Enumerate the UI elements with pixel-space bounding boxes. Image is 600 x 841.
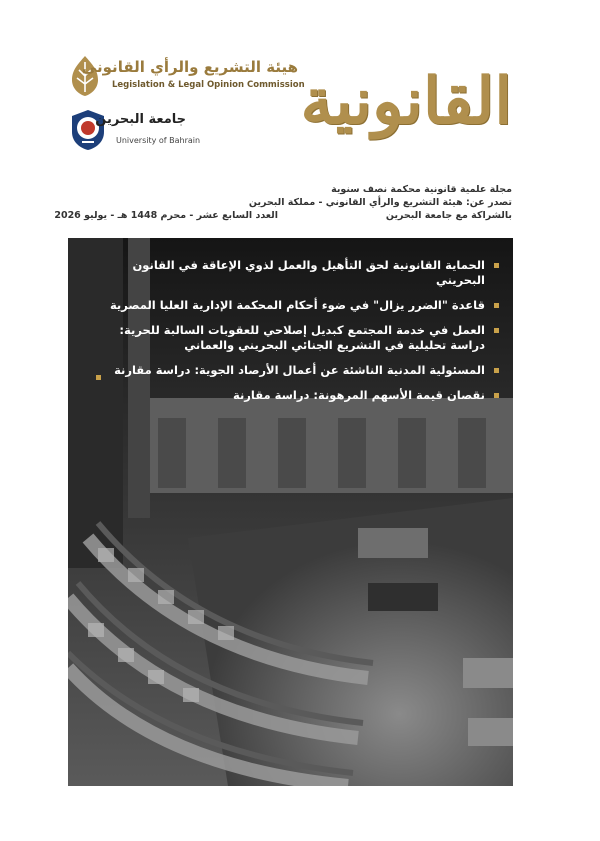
cover-photo xyxy=(68,238,513,786)
bullet-icon xyxy=(494,328,499,333)
contents-item xyxy=(88,363,513,378)
contents-item xyxy=(88,388,513,403)
bullet-icon xyxy=(494,393,499,398)
contents-item xyxy=(88,258,513,288)
journal-title-text: القانونية xyxy=(300,64,512,139)
commission-name-en: Legislation & Legal Opinion Commission xyxy=(112,80,305,90)
contents-item-title: نقصان قيمة الأسهم المرهونة: دراسة مقارنة xyxy=(233,388,485,402)
contents-item xyxy=(88,298,513,313)
bullet-icon xyxy=(494,263,499,268)
contents-item-title: قاعدة "الضرر يزال" في ضوء أحكام المحكمة الإدارية العليا المصرية xyxy=(109,298,485,312)
university-logo xyxy=(68,108,201,154)
commission-logo xyxy=(68,52,305,102)
contents-item xyxy=(88,323,513,353)
journal-description: مجلة علمية قانونية محكمة نصف سنوية xyxy=(331,184,512,195)
contents-item-title: الحماية القانونية لحق التأهيل والعمل لذوي الإعاقة في القانون البحريني xyxy=(132,258,485,287)
university-name-en: University of Bahrain xyxy=(116,136,201,145)
commission-name-ar: هيئة التشريع والرأي القانوني xyxy=(81,58,298,76)
bullet-icon xyxy=(494,368,499,373)
journal-publisher: تصدر عن: هيئة التشريع والرأي القانوني - مملكة البحرين xyxy=(248,197,512,208)
contents-item-title: العمل في خدمة المجتمع كبديل إصلاحي للعقوبات السالبة للحرية: دراسة تحليلية في التشريع الجنائي البحريني والعماني xyxy=(119,323,485,352)
contents-item-title: المسئولية المدنية الناشئة عن أعمال الأرصاد الجوية: دراسة مقارنة xyxy=(114,363,485,377)
bullet-icon xyxy=(494,303,499,308)
university-name-ar: جامعة البحرين xyxy=(95,112,186,127)
contents-list xyxy=(88,258,513,413)
journal-title xyxy=(300,52,512,162)
journal-partner: بالشراكة مع جامعة البحرين xyxy=(385,210,512,221)
issue-info: العدد السابع عشر - محرم 1448 هـ - يوليو 2026 xyxy=(54,210,278,221)
